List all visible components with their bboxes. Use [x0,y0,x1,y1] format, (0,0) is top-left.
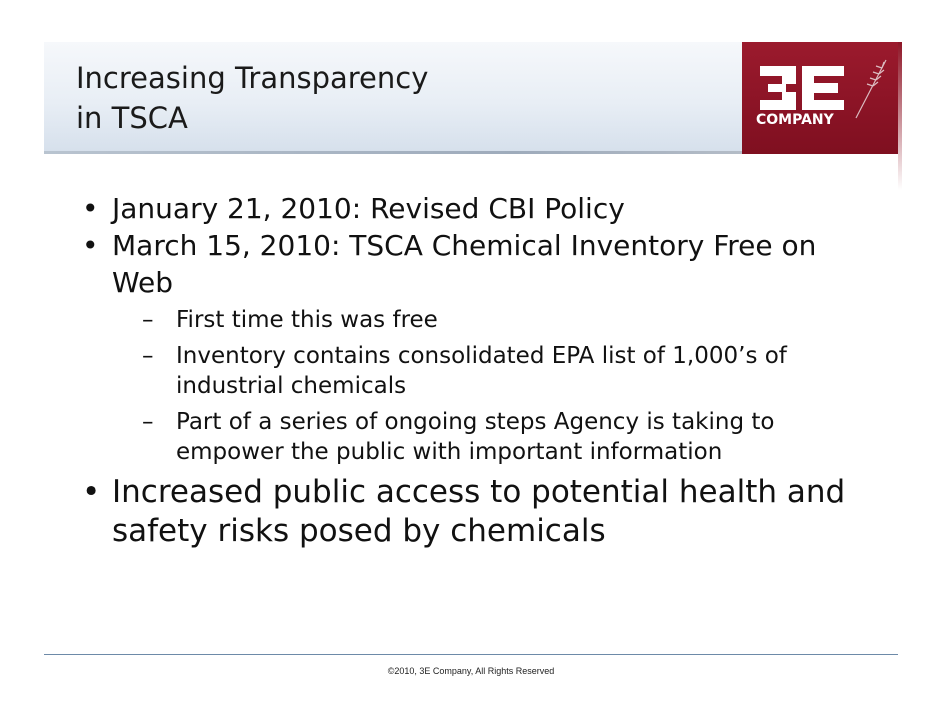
sub-bullet-item [112,305,872,335]
footer-copyright: ©2010, 3E Company, All Rights Reserved [387,666,555,676]
sub-bullet-text: Inventory contains consolidated EPA list of 1,000’s of industrial chemicals [176,343,787,399]
bullet-item [82,190,872,227]
sub-bullet-text: First time this was free [176,307,438,333]
logo-wordmark: COMPANY [756,112,834,128]
sub-bullet-item [112,341,872,401]
bullet-icon: • [82,474,101,510]
title-line-2: in TSCA [76,101,188,135]
brand-panel-edge [898,42,902,190]
sub-bullet-item [112,407,872,467]
bullet-text: Increased public access to potential health and safety risks posed by chemicals [112,474,846,549]
slide-title [76,58,636,138]
dash-icon: – [142,307,154,333]
dash-icon: – [142,343,154,369]
footer-divider [44,654,898,655]
bullet-list [82,190,872,551]
bullet-item [82,473,872,551]
bullet-icon: • [82,192,99,225]
title-line-1: Increasing Transparency [76,61,429,95]
bullet-item [82,227,872,467]
bullet-icon: • [82,229,99,262]
sub-bullet-list [112,305,872,467]
feather-arrows-icon [852,56,892,120]
sub-bullet-text: Part of a series of ongoing steps Agency is taking to empower the public with important information [176,409,775,465]
dash-icon: – [142,409,154,435]
bullet-text: March 15, 2010: TSCA Chemical Inventory Free on Web [112,229,817,299]
bullet-text: January 21, 2010: Revised CBI Policy [112,192,625,225]
